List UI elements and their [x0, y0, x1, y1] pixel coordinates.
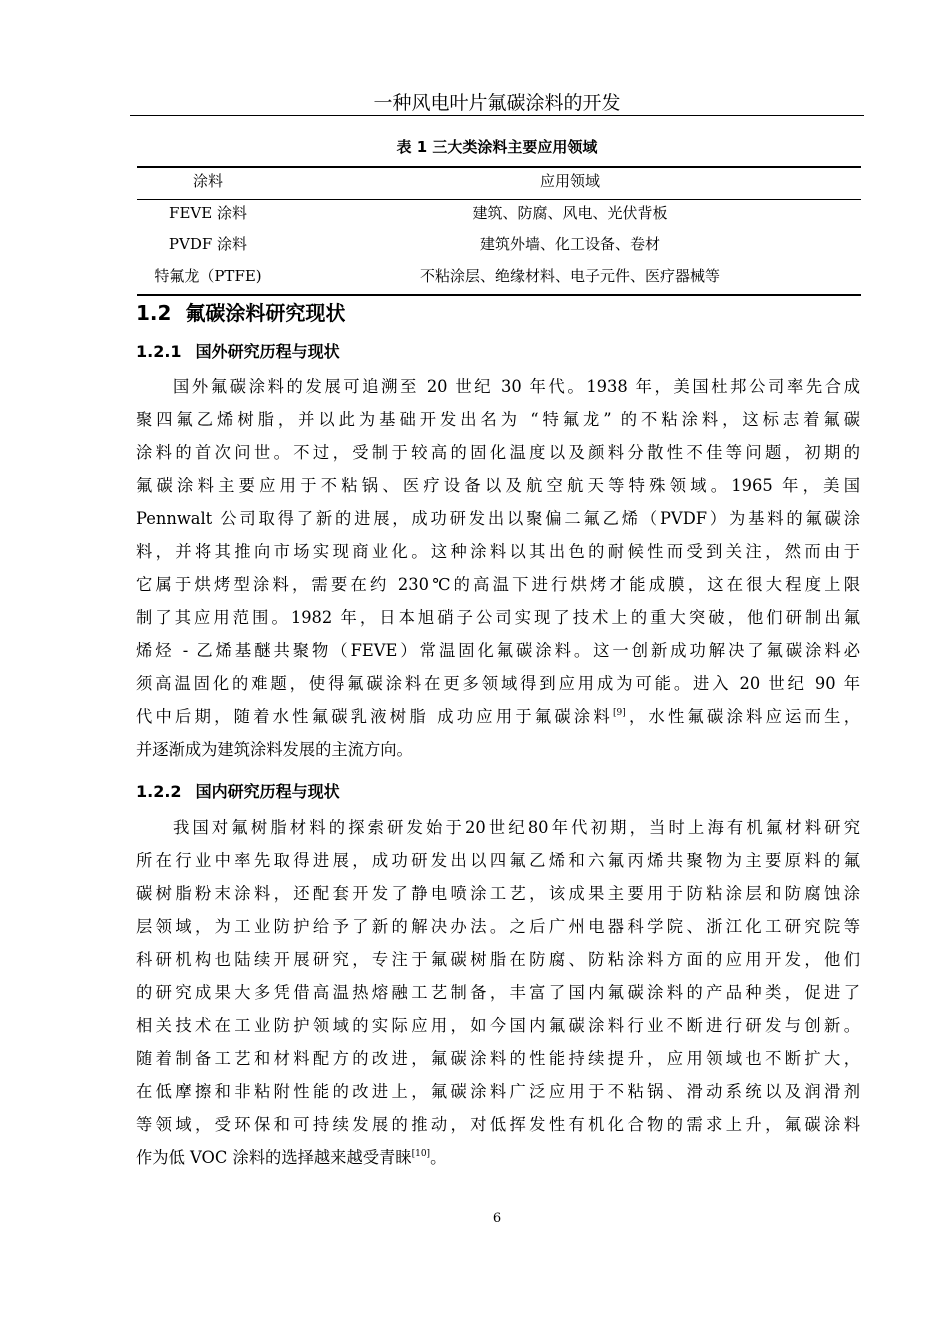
table-cell: 建筑外墙、化工设备、卷材	[479, 235, 660, 253]
table-row	[137, 202, 861, 224]
text-fragment: 作为低 VOC 涂料的选择越来越受青睐	[136, 1148, 412, 1167]
text-line: 它属于烘烤型涂料，需要在约 230℃的高温下进行烘烤才能成膜，这在很大程度上限	[136, 575, 860, 594]
text-line: 所在行业中率先取得进展，成功研发出以四氟乙烯和六氟丙烯共聚物为主要原料的氟	[136, 851, 860, 870]
section-heading	[136, 299, 345, 327]
text-line: 须高温固化的难题，使得氟碳涂料在更多领域得到应用成为可能。进入 20 世纪 90 年	[136, 674, 860, 693]
section-title: 氟碳涂料研究现状	[185, 301, 346, 325]
column-header-coating: 涂料	[192, 172, 223, 190]
text-line	[136, 1141, 860, 1174]
text-line: 国外氟碳涂料的发展可追溯至 20 世纪 30 年代。1938 年，美国杜邦公司率先合成	[173, 377, 860, 396]
text-line: 碳树脂粉末涂料，还配套开发了静电喷涂工艺，该成果主要用于防粘涂层和防腐蚀涂	[136, 884, 860, 903]
subsection-title: 国内研究历程与现状	[195, 782, 340, 801]
table-cell: 建筑、防腐、风电、光伏背板	[472, 204, 668, 222]
header-rule	[130, 115, 864, 116]
paragraph-foreign-research	[136, 370, 860, 766]
table-cell: 特氟龙（PTFE)	[154, 267, 262, 285]
text-line: 氟碳涂料主要应用于不粘锅、医疗设备以及航空航天等特殊领域。1965 年，美国	[136, 476, 860, 495]
text-line: 随着制备工艺和材料配方的改进，氟碳涂料的性能持续提升，应用领域也不断扩大，	[136, 1049, 860, 1068]
section-number: 1.2	[136, 301, 172, 325]
table-header-rule	[137, 199, 861, 200]
table-cell: FEVE 涂料	[169, 204, 247, 222]
subsection-heading-foreign	[136, 340, 340, 364]
subsection-title: 国外研究历程与现状	[195, 342, 340, 361]
text-fragment: ，水性氟碳涂料应运而生，	[625, 707, 860, 726]
text-line: 烯烃 - 乙烯基醚共聚物（FEVE）常温固化氟碳涂料。这一创新成功解决了氟碳涂料必	[136, 641, 860, 660]
table-header-row	[137, 170, 861, 192]
text-line: 在低摩擦和非粘附性能的改进上，氟碳涂料广泛应用于不粘锅、滑动系统以及润滑剂	[136, 1082, 860, 1101]
table-cell: 不粘涂层、绝缘材料、电子元件、医疗器械等	[419, 267, 720, 285]
table-top-rule	[137, 166, 861, 168]
paragraph-domestic-research	[136, 811, 860, 1174]
text-line: 层领域，为工业防护给予了新的解决办法。之后广州电器科学院、浙江化工研究院等	[136, 917, 860, 936]
page-number: 6	[492, 1211, 502, 1226]
text-line: 料，并将其推向市场实现商业化。这种涂料以其出色的耐候性而受到关注，然而由于	[136, 542, 860, 561]
text-line: 聚四氟乙烯树脂，并以此为基础开发出名为 “特氟龙” 的不粘涂料，这标志着氟碳	[136, 410, 860, 429]
text-line: 并逐渐成为建筑涂料发展的主流方向。	[136, 740, 413, 759]
text-line: 的研究成果大多凭借高温热熔融工艺制备，丰富了国内氟碳涂料的产品种类，促进了	[136, 983, 860, 1002]
subsection-heading-domestic	[136, 780, 340, 804]
table-bottom-rule	[137, 294, 861, 296]
table-row	[137, 265, 861, 287]
text-line: Pennwalt 公司取得了新的进展，成功研发出以聚偏二氟乙烯（PVDF）为基料的氟碳涂	[136, 509, 860, 528]
text-line: 制了其应用范围。1982 年，日本旭硝子公司实现了技术上的重大突破，他们研制出氟	[136, 608, 860, 627]
text-line: 等领域，受环保和可持续发展的推动，对低挥发性有机化合物的需求上升，氟碳涂料	[136, 1115, 860, 1134]
text-fragment: 。	[430, 1148, 447, 1167]
citation-10: [10]	[411, 1149, 431, 1159]
text-line: 我国对氟树脂材料的探索研发始于20世纪80年代初期，当时上海有机氟材料研究	[173, 818, 860, 837]
table-row	[137, 233, 861, 255]
text-fragment: 代中后期，随着水性氟碳乳液树脂 成功应用于氟碳涂料	[136, 707, 613, 726]
text-line: 涂料的首次问世。不过，受制于较高的固化温度以及颜料分散性不佳等问题，初期的	[136, 443, 860, 462]
subsection-number: 1.2.1	[136, 342, 182, 361]
text-line: 科研机构也陆续开展研究，专注于氟碳树脂在防腐、防粘涂料方面的应用开发，他们	[136, 950, 860, 969]
column-header-application: 应用领域	[539, 172, 600, 190]
table-caption: 表 1 三大类涂料主要应用领域	[396, 138, 598, 156]
text-line: 相关技术在工业防护领域的实际应用，如今国内氟碳涂料行业不断进行研发与创新。	[136, 1016, 860, 1035]
running-header: 一种风电叶片氟碳涂料的开发	[373, 92, 621, 114]
citation-9: [9]	[612, 708, 626, 718]
table-cell: PVDF 涂料	[168, 235, 248, 253]
subsection-number: 1.2.2	[136, 782, 182, 801]
text-line	[136, 700, 860, 733]
